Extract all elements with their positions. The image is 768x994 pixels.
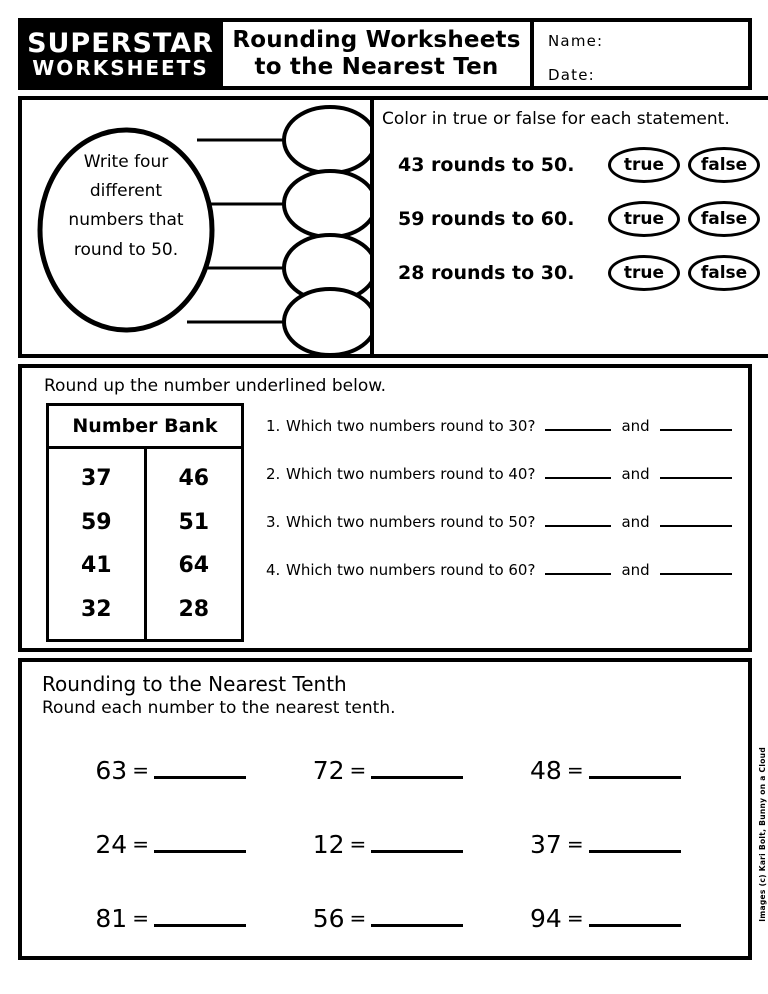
image-credit: Images (c) Kari Bolt, Bunny on a Cloud bbox=[758, 747, 767, 922]
answer-blank[interactable] bbox=[545, 525, 611, 527]
date-field-label[interactable]: Date: bbox=[548, 66, 595, 84]
question-text: Which two numbers round to 30? bbox=[286, 417, 536, 435]
page-title-line2: to the Nearest Ten bbox=[254, 54, 499, 80]
number-bank-cell[interactable]: 64 bbox=[178, 553, 210, 579]
problem-answer-blank[interactable] bbox=[154, 761, 246, 779]
equals-sign: = bbox=[349, 758, 367, 783]
number-bank-column-left bbox=[49, 449, 147, 639]
question-row bbox=[266, 417, 748, 435]
problem-answer-blank[interactable] bbox=[589, 761, 681, 779]
number-bank-cell[interactable]: 32 bbox=[80, 596, 112, 622]
number-bank-cell[interactable]: 37 bbox=[80, 466, 112, 492]
bubble-map-panel bbox=[18, 96, 374, 358]
number-bank-questions bbox=[244, 403, 748, 642]
section-number-bank bbox=[18, 364, 752, 652]
problem-answer-blank[interactable] bbox=[589, 835, 681, 853]
problem-number: 48 bbox=[530, 755, 562, 785]
rounding-problem bbox=[62, 807, 279, 881]
rounding-problem bbox=[279, 733, 496, 807]
answer-bubble-1 bbox=[284, 107, 370, 173]
problem-number: 24 bbox=[95, 829, 128, 859]
and-label: and bbox=[621, 513, 650, 531]
statement-text: 59 rounds to 60. bbox=[398, 208, 575, 230]
question-row bbox=[266, 465, 748, 483]
section-rounding-problems bbox=[18, 658, 752, 960]
false-option[interactable]: false bbox=[688, 201, 760, 237]
question-number: 3. bbox=[266, 513, 281, 531]
number-bank-prompt: Round up the number underlined below. bbox=[44, 376, 387, 396]
number-bank-title: Number Bank bbox=[49, 406, 241, 449]
center-bubble bbox=[40, 130, 212, 330]
answer-blank[interactable] bbox=[545, 429, 611, 431]
true-option[interactable]: true bbox=[608, 147, 680, 183]
true-option[interactable]: true bbox=[608, 255, 680, 291]
center-bubble-prompt: Write four different numbers that round to 50. bbox=[68, 152, 184, 260]
problem-answer-blank[interactable] bbox=[154, 909, 246, 927]
answer-blank[interactable] bbox=[545, 573, 611, 575]
rounding-problem bbox=[497, 733, 714, 807]
question-number: 4. bbox=[266, 561, 281, 579]
page-title-line1: Rounding Worksheets bbox=[232, 26, 521, 53]
problem-answer-blank[interactable] bbox=[589, 909, 681, 927]
question-text: Which two numbers round to 60? bbox=[286, 561, 536, 579]
true-false-row bbox=[382, 255, 768, 291]
problem-number: 56 bbox=[312, 903, 345, 933]
equals-sign: = bbox=[132, 758, 149, 783]
problem-number: 94 bbox=[530, 903, 562, 933]
answer-blank[interactable] bbox=[545, 477, 611, 479]
problem-number: 72 bbox=[312, 755, 345, 785]
number-bank-cell[interactable]: 28 bbox=[178, 596, 210, 622]
false-option[interactable]: false bbox=[688, 147, 760, 183]
and-label: and bbox=[621, 465, 650, 483]
false-option[interactable]: false bbox=[688, 255, 760, 291]
rounding-problem bbox=[497, 881, 714, 955]
equals-sign: = bbox=[349, 906, 367, 931]
bubble-map-diagram bbox=[22, 100, 370, 354]
number-bank-cell[interactable]: 41 bbox=[80, 553, 112, 579]
problem-number: 12 bbox=[312, 829, 345, 859]
answer-blank[interactable] bbox=[660, 525, 732, 527]
rounding-problem bbox=[62, 733, 279, 807]
number-bank-table bbox=[46, 403, 244, 642]
true-option[interactable]: true bbox=[608, 201, 680, 237]
and-label: and bbox=[621, 417, 650, 435]
answer-bubble-2 bbox=[284, 171, 370, 237]
rounding-problem bbox=[62, 881, 279, 955]
rounding-problem bbox=[497, 807, 714, 881]
problem-answer-blank[interactable] bbox=[371, 909, 463, 927]
equals-sign: = bbox=[566, 832, 584, 857]
brand-logo bbox=[18, 18, 223, 90]
worksheet-header bbox=[18, 18, 752, 90]
section-bubbles-and-truefalse bbox=[18, 96, 752, 358]
problem-number: 81 bbox=[95, 903, 128, 933]
and-label: and bbox=[621, 561, 650, 579]
true-false-row bbox=[382, 147, 768, 183]
brand-logo-line1: SUPERSTAR bbox=[27, 27, 214, 59]
question-row bbox=[266, 561, 748, 579]
equals-sign: = bbox=[566, 906, 584, 931]
number-bank-cell[interactable]: 51 bbox=[178, 509, 210, 535]
number-bank-column-right bbox=[147, 449, 242, 639]
question-text: Which two numbers round to 50? bbox=[286, 513, 536, 531]
equals-sign: = bbox=[132, 832, 149, 857]
problem-number: 63 bbox=[95, 755, 128, 785]
true-false-panel bbox=[374, 96, 768, 358]
rounding-section-title: Rounding to the Nearest Tenth bbox=[42, 672, 347, 696]
rounding-problem-grid bbox=[22, 723, 748, 955]
page-title bbox=[223, 18, 534, 90]
statement-text: 43 rounds to 50. bbox=[398, 154, 575, 176]
question-number: 1. bbox=[266, 417, 281, 435]
statement-text: 28 rounds to 30. bbox=[398, 262, 575, 284]
equals-sign: = bbox=[349, 832, 367, 857]
name-field-label[interactable]: Name: bbox=[548, 32, 604, 50]
answer-bubble-4 bbox=[284, 289, 370, 354]
answer-blank[interactable] bbox=[660, 429, 732, 431]
number-bank-cell[interactable]: 46 bbox=[178, 466, 210, 492]
answer-blank[interactable] bbox=[660, 573, 732, 575]
true-false-row bbox=[382, 201, 768, 237]
answer-blank[interactable] bbox=[660, 477, 732, 479]
rounding-problem bbox=[279, 807, 496, 881]
rounding-section-subtitle: Round each number to the nearest tenth. bbox=[42, 698, 396, 718]
question-row bbox=[266, 513, 748, 531]
question-number: 2. bbox=[266, 465, 281, 483]
problem-answer-blank[interactable] bbox=[154, 835, 246, 853]
true-false-prompt: Color in true or false for each statement. bbox=[382, 109, 730, 129]
number-bank-cell[interactable]: 59 bbox=[80, 509, 112, 535]
brand-logo-line2: WORKSHEETS bbox=[32, 55, 209, 80]
equals-sign: = bbox=[132, 906, 149, 931]
problem-answer-blank[interactable] bbox=[371, 761, 463, 779]
rounding-problem bbox=[279, 881, 496, 955]
equals-sign: = bbox=[566, 758, 584, 783]
problem-answer-blank[interactable] bbox=[371, 835, 463, 853]
problem-number: 37 bbox=[530, 829, 562, 859]
name-date-box bbox=[534, 18, 752, 90]
question-text: Which two numbers round to 40? bbox=[286, 465, 536, 483]
